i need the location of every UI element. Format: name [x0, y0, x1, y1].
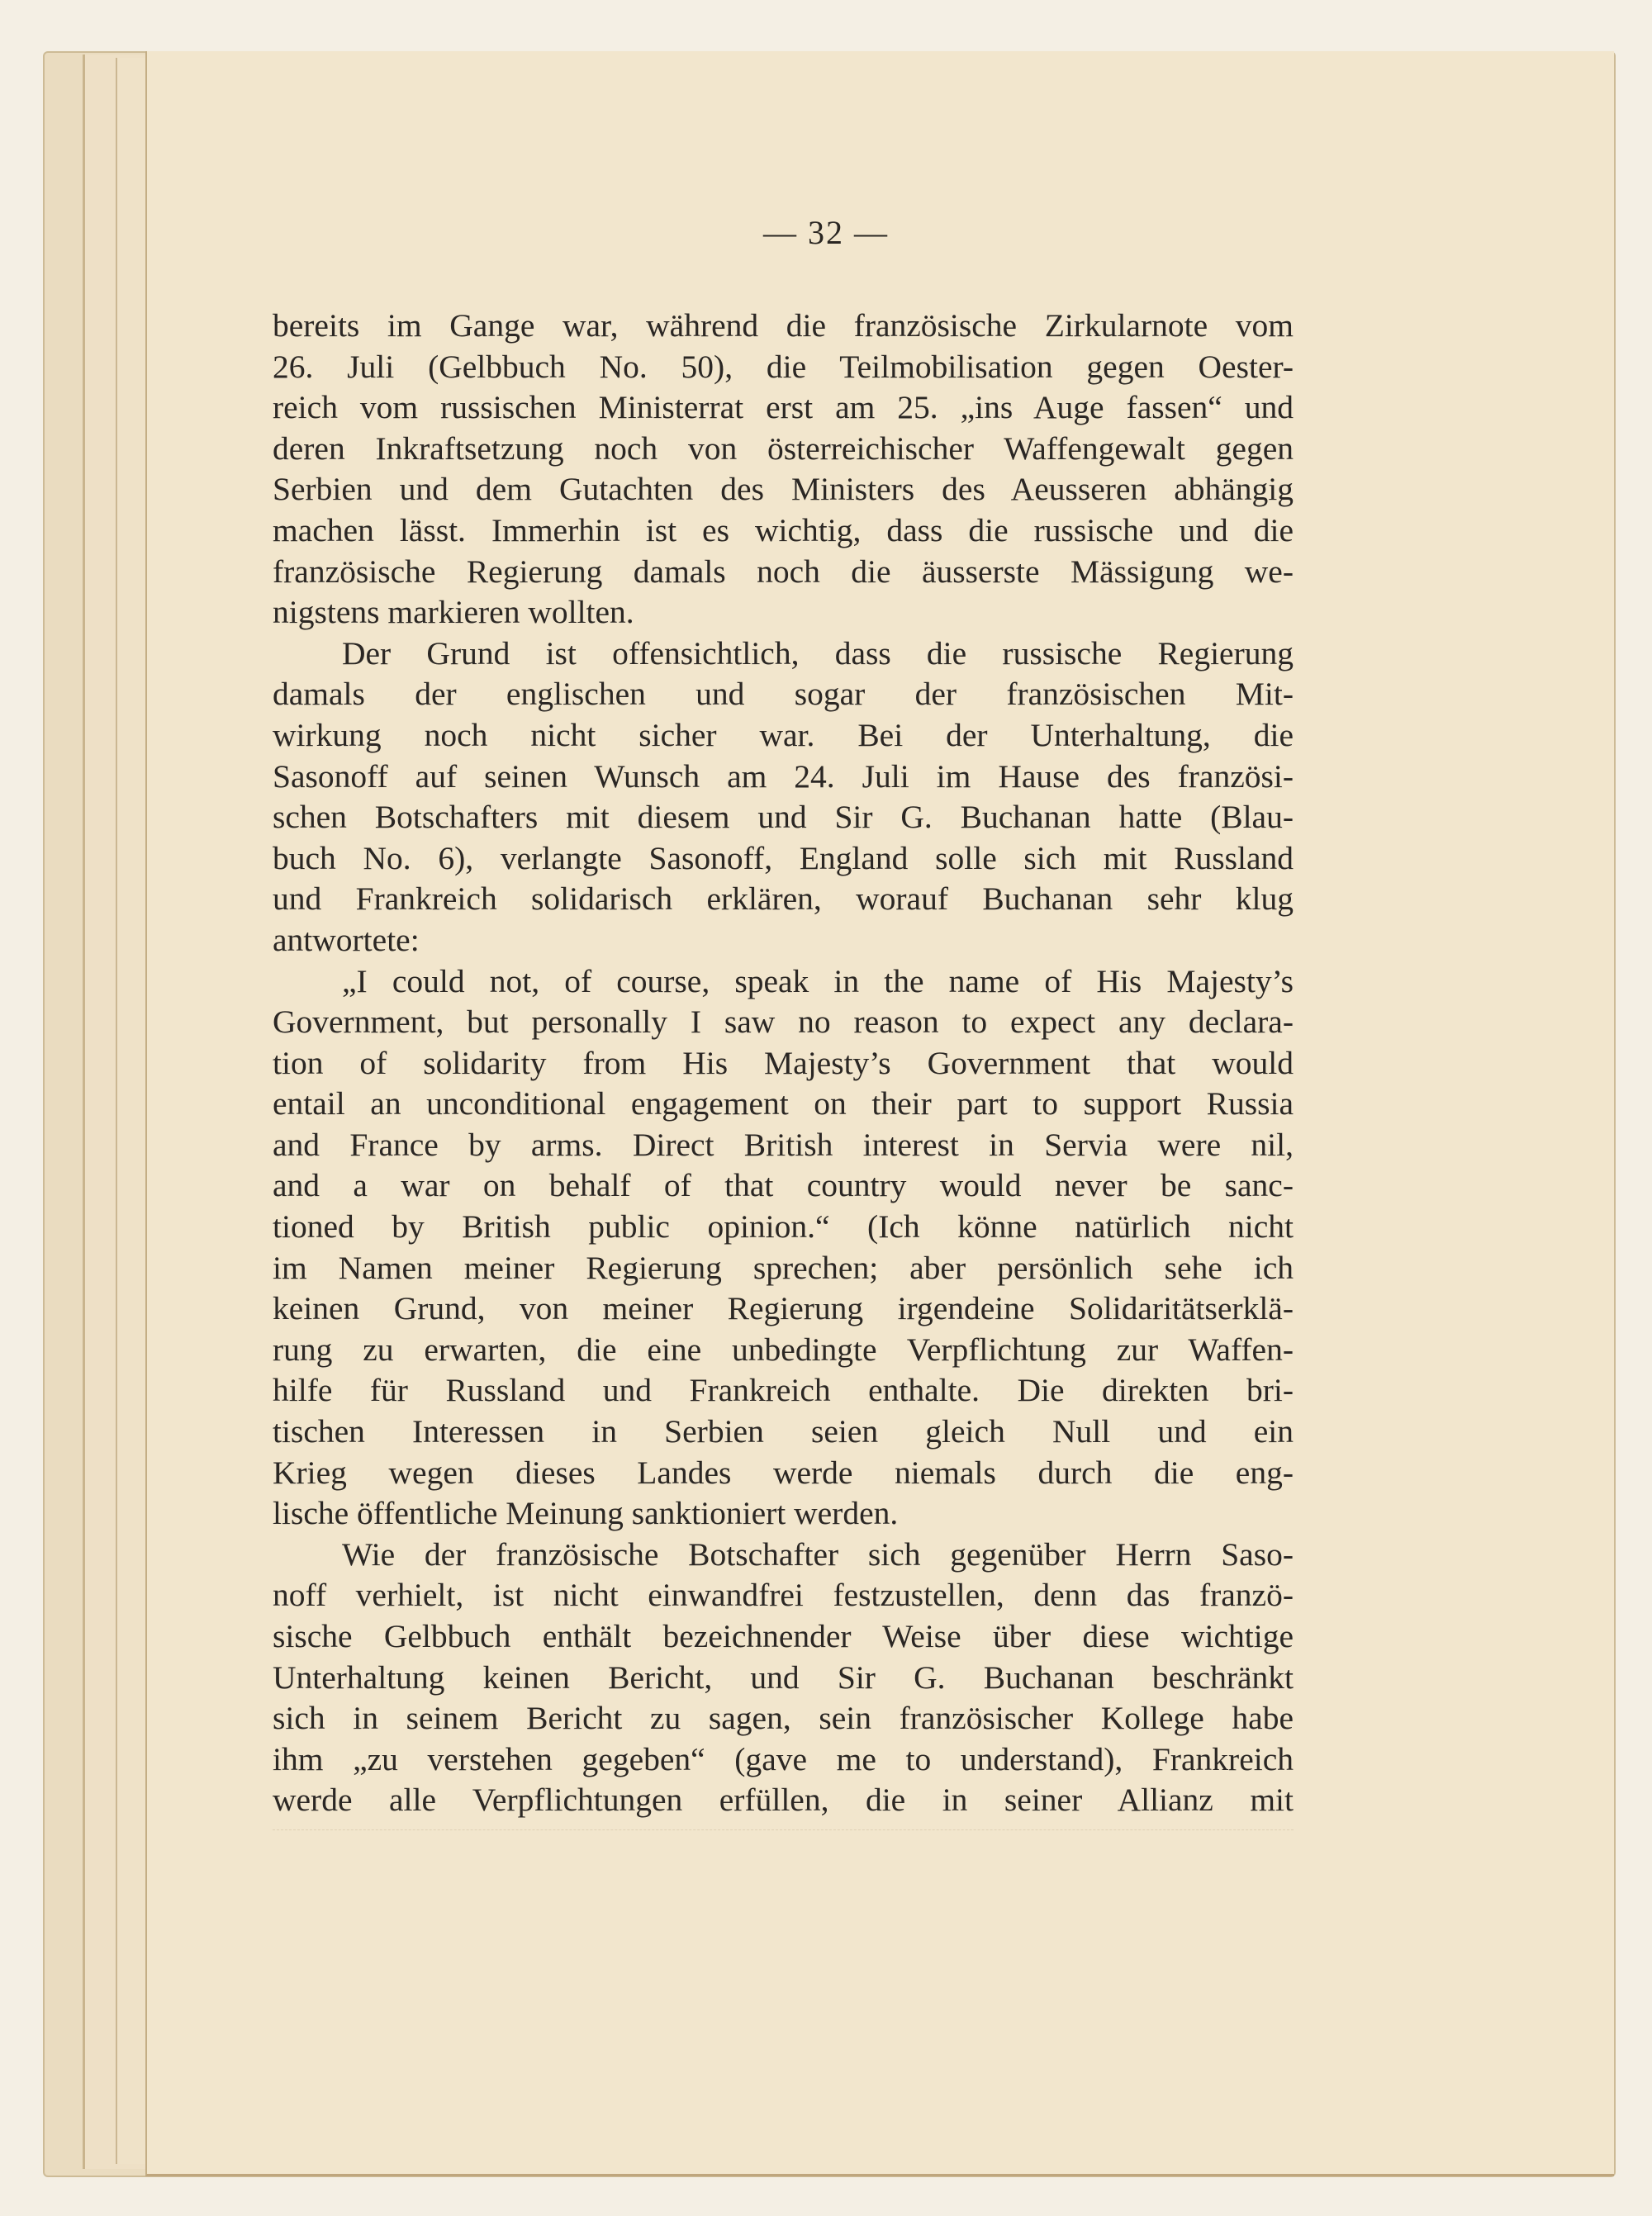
text-line: nigstens markieren wollten.	[273, 594, 634, 631]
text-line: bereits im Gange war, während die französische Zirkularnote vom	[273, 307, 1294, 344]
text-line: ihm „zu verstehen gegeben“ (gave me to understand), Frankreich	[273, 1740, 1294, 1777]
text-line: im Namen meiner Regierung sprechen; aber persönlich sehe ich	[273, 1249, 1294, 1286]
text-line: noff verhielt, ist nicht einwandfrei festzustellen, denn das franzö-	[273, 1577, 1294, 1614]
text-line: Sasonoff auf seinen Wunsch am 24. Juli im Hause des französi-	[273, 757, 1294, 795]
text-line: antwortete:	[273, 921, 420, 958]
text-line: Serbien und dem Gutachten des Ministers des Aeusseren abhängig	[273, 471, 1294, 508]
text-line: hilfe für Russland und Frankreich enthalte. Die direkten bri-	[273, 1372, 1294, 1409]
text-line: 26. Juli (Gelbbuch No. 50), die Teilmobilisation gegen Oester-	[273, 348, 1294, 385]
text-line: und Frankreich solidarisch erklären, worauf Buchanan sehr klug	[273, 880, 1294, 918]
text-line: lische öffentliche Meinung sanktioniert werden.	[273, 1495, 899, 1532]
text-line: and France by arms. Direct British interest in Servia were nil,	[273, 1126, 1294, 1163]
text-line: deren Inkraftsetzung noch von österreichischer Waffengewalt gegen	[273, 429, 1294, 467]
text-line: Wie der französische Botschafter sich gegenüber Herrn Saso-	[342, 1535, 1294, 1573]
text-line: sische Gelbbuch enthält bezeichnender Weise über diese wichtige	[273, 1618, 1294, 1654]
text-line: machen lässt. Immerhin ist es wichtig, dass die russische und die	[273, 511, 1294, 548]
text-line: entail an unconditional engagement on their part to support Russia	[273, 1085, 1294, 1122]
show-through-marks	[273, 1829, 1294, 1863]
body-text	[273, 306, 1294, 1821]
text-line: damals der englischen und sogar der französischen Mit-	[273, 676, 1294, 713]
text-line: tion of solidarity from His Majesty’s Government that would	[273, 1044, 1294, 1081]
text-line: and a war on behalf of that country would never be sanc-	[273, 1167, 1294, 1204]
text-line: rung zu erwarten, die eine unbedingte Verpflichtung zur Waffen-	[273, 1331, 1294, 1368]
text-line: französische Regierung damals noch die äusserste Mässigung we-	[273, 553, 1294, 590]
text-line: tischen Interessen in Serbien seien gleich Null und ein	[273, 1413, 1294, 1450]
text-line: Der Grund ist offensichtlich, dass die russische Regierung	[342, 634, 1294, 671]
text-line: werde alle Verpflichtungen erfüllen, die in seiner Allianz mit	[273, 1782, 1294, 1819]
text-line: sich in seinem Bericht zu sagen, sein französischer Kollege habe	[273, 1700, 1294, 1737]
text-line: buch No. 6), verlangte Sasonoff, England solle sich mit Russland	[273, 839, 1294, 876]
text-line: Unterhaltung keinen Bericht, und Sir G. Buchanan beschränkt	[273, 1658, 1294, 1696]
page-number: — 32 —	[763, 214, 889, 251]
text-line: keinen Grund, von meiner Regierung irgendeine Solidaritätserklä-	[273, 1290, 1294, 1327]
text-line: tioned by British public opinion.“ (Ich könne natürlich nicht	[273, 1208, 1294, 1246]
text-line: reich vom russischen Ministerrat erst am 25. „ins Auge fassen“ und	[273, 389, 1294, 426]
text-line: „I could not, of course, speak in the name of His Majesty’s	[342, 962, 1294, 999]
text-line: wirkung noch nicht sicher war. Bei der Unterhaltung, die	[273, 716, 1294, 753]
text-line: Krieg wegen dieses Landes werde niemals durch die eng-	[273, 1454, 1294, 1491]
text-line: Government, but personally I saw no reason to expect any declara-	[273, 1004, 1294, 1041]
text-line: schen Botschafters mit diesem und Sir G. Buchanan hatte (Blau-	[273, 799, 1294, 836]
